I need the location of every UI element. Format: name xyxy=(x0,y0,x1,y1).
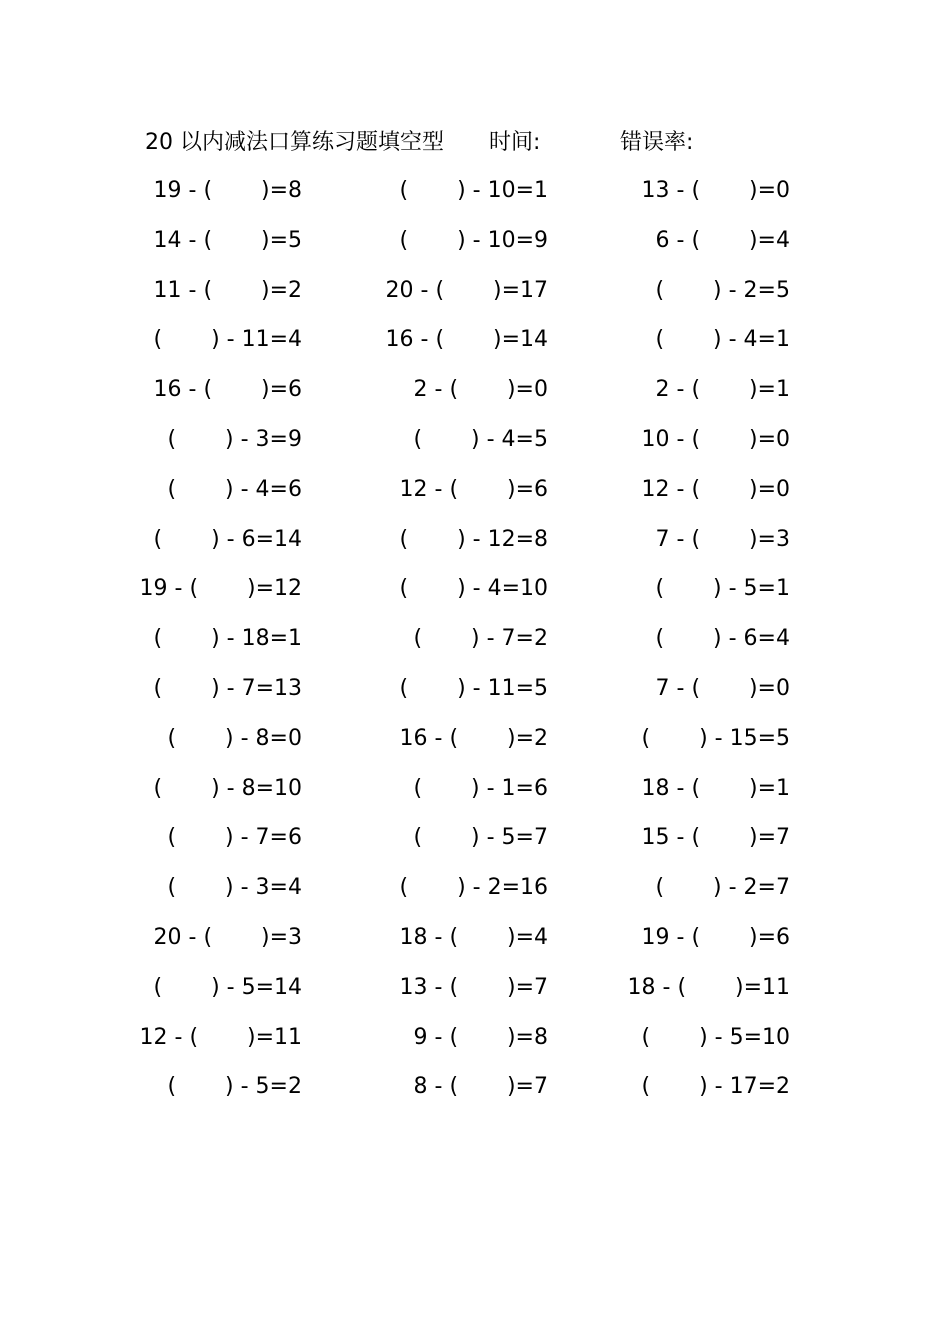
error-rate-label: 错误率: xyxy=(620,130,694,155)
subtraction-problem: ( ) - 18=1 xyxy=(153,626,302,652)
subtraction-problem: 16 - ( )=2 xyxy=(399,725,548,751)
problem-row xyxy=(0,920,950,956)
subtraction-problem: ( ) - 3=4 xyxy=(167,875,302,901)
problem-row xyxy=(0,771,950,807)
problem-row xyxy=(0,870,950,906)
subtraction-problem: ( ) - 6=4 xyxy=(655,626,790,652)
subtraction-problem: 18 - ( )=4 xyxy=(399,925,548,950)
subtraction-problem: ( ) - 4=5 xyxy=(413,427,548,452)
subtraction-problem: ( ) - 1=6 xyxy=(413,775,548,801)
problem-row xyxy=(0,322,950,358)
problem-row xyxy=(0,223,950,259)
subtraction-problem: 20 - ( )=3 xyxy=(153,925,302,950)
subtraction-problem: ( ) - 5=1 xyxy=(655,576,790,602)
subtraction-problem: ( ) - 4=6 xyxy=(167,476,302,502)
subtraction-problem: 19 - ( )=6 xyxy=(641,925,790,950)
subtraction-problem: 2 - ( )=0 xyxy=(413,377,548,403)
problem-row xyxy=(0,671,950,707)
subtraction-problem: 19 - ( )=12 xyxy=(139,576,302,602)
problem-row xyxy=(0,273,950,309)
subtraction-problem: 12 - ( )=6 xyxy=(399,476,548,502)
subtraction-problem: 12 - ( )=11 xyxy=(139,1024,302,1050)
subtraction-problem: 20 - ( )=17 xyxy=(385,277,548,303)
subtraction-problem: 10 - ( )=0 xyxy=(641,427,790,452)
subtraction-problem: ( ) - 4=10 xyxy=(399,576,548,602)
problem-row xyxy=(0,422,950,458)
subtraction-problem: ( ) - 10=9 xyxy=(399,227,548,253)
subtraction-problem: ( ) - 11=5 xyxy=(399,676,548,701)
problem-row xyxy=(0,1020,950,1056)
subtraction-problem: ( ) - 5=2 xyxy=(167,1074,302,1100)
problem-row xyxy=(0,721,950,757)
subtraction-problem: ( ) - 17=2 xyxy=(641,1074,790,1100)
subtraction-problem: ( ) - 2=7 xyxy=(655,875,790,901)
subtraction-problem: ( ) - 15=5 xyxy=(641,725,790,751)
subtraction-problem: ( ) - 11=4 xyxy=(153,327,302,353)
subtraction-problem: ( ) - 6=14 xyxy=(153,526,302,552)
problem-row xyxy=(0,970,950,1006)
problem-row xyxy=(0,372,950,408)
subtraction-problem: 18 - ( )=1 xyxy=(641,775,790,801)
problem-row xyxy=(0,1069,950,1105)
problem-row xyxy=(0,820,950,856)
subtraction-problem: 6 - ( )=4 xyxy=(655,227,790,253)
subtraction-problem: 15 - ( )=7 xyxy=(641,825,790,851)
subtraction-problem: ( ) - 8=10 xyxy=(153,775,302,801)
subtraction-problem: 18 - ( )=11 xyxy=(627,974,790,1000)
subtraction-problem: 7 - ( )=0 xyxy=(655,676,790,701)
problem-row xyxy=(0,571,950,607)
problem-row xyxy=(0,173,950,209)
subtraction-problem: ( ) - 7=13 xyxy=(153,676,302,701)
subtraction-problem: 13 - ( )=7 xyxy=(399,974,548,1000)
subtraction-problem: 16 - ( )=14 xyxy=(385,327,548,353)
time-label: 时间: xyxy=(489,130,541,155)
subtraction-problem: 12 - ( )=0 xyxy=(641,476,790,502)
subtraction-problem: ( ) - 12=8 xyxy=(399,526,548,552)
subtraction-problem: 13 - ( )=0 xyxy=(641,178,790,203)
subtraction-problem: ( ) - 7=2 xyxy=(413,626,548,652)
subtraction-problem: 2 - ( )=1 xyxy=(655,377,790,403)
subtraction-problem: ( ) - 8=0 xyxy=(167,725,302,751)
problem-row xyxy=(0,621,950,657)
subtraction-problem: 8 - ( )=7 xyxy=(413,1074,548,1100)
subtraction-problem: 19 - ( )=8 xyxy=(153,178,302,203)
subtraction-problem: 11 - ( )=2 xyxy=(153,277,302,303)
subtraction-problem: ( ) - 10=1 xyxy=(399,178,548,203)
subtraction-problem: ( ) - 5=7 xyxy=(413,825,548,851)
problem-row xyxy=(0,522,950,558)
subtraction-problem: 9 - ( )=8 xyxy=(413,1024,548,1050)
worksheet-title: 20 以内减法口算练习题填空型 xyxy=(145,130,444,155)
subtraction-problem: 16 - ( )=6 xyxy=(153,377,302,403)
subtraction-problem: ( ) - 5=14 xyxy=(153,974,302,1000)
subtraction-problem: 7 - ( )=3 xyxy=(655,526,790,552)
subtraction-problem: ( ) - 4=1 xyxy=(655,327,790,353)
worksheet-header xyxy=(0,127,950,159)
subtraction-problem: ( ) - 7=6 xyxy=(167,825,302,851)
subtraction-problem: ( ) - 3=9 xyxy=(167,427,302,452)
subtraction-problem: ( ) - 2=5 xyxy=(655,277,790,303)
problem-row xyxy=(0,472,950,508)
subtraction-problem: ( ) - 2=16 xyxy=(399,875,548,901)
subtraction-problem: ( ) - 5=10 xyxy=(641,1024,790,1050)
subtraction-problem: 14 - ( )=5 xyxy=(153,227,302,253)
